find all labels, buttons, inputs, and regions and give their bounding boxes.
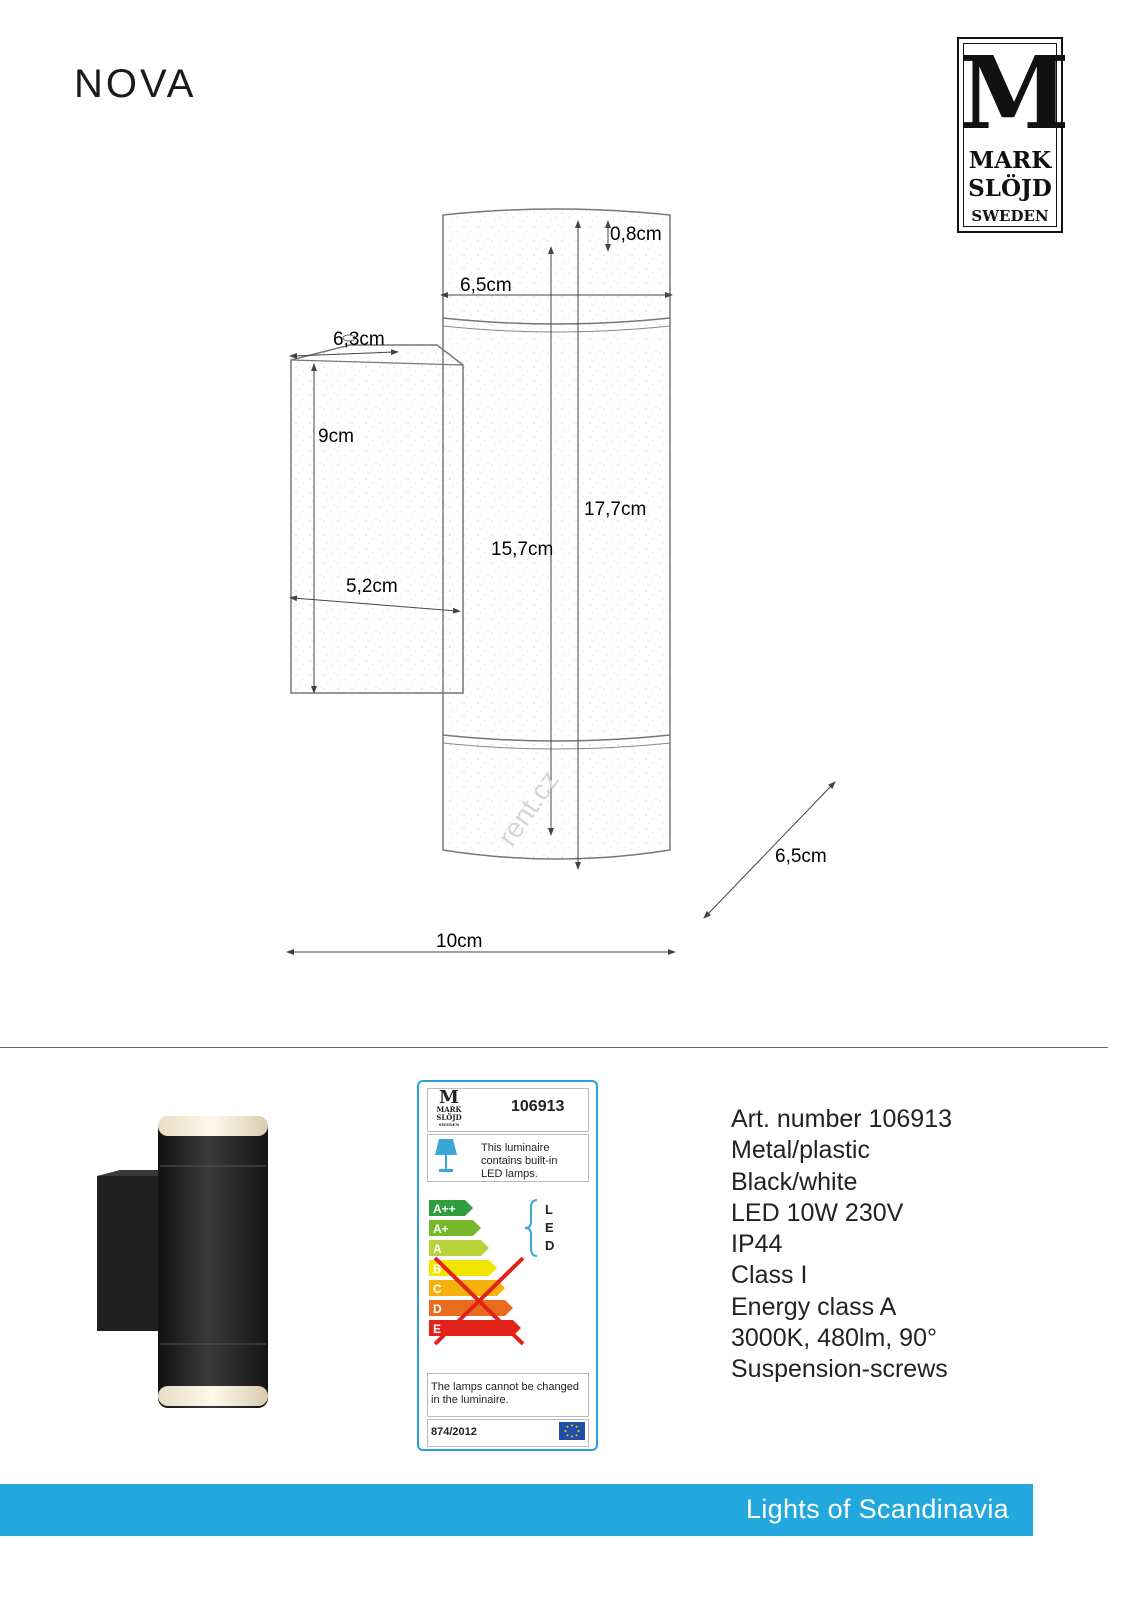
product-photo [90, 1110, 290, 1410]
dim-depth: 6,5cm [775, 846, 827, 867]
dim-bracket-height: 9cm [318, 426, 354, 447]
section-divider [0, 1047, 1108, 1048]
spec-light: 3000K, 480lm, 90° [731, 1324, 937, 1353]
eu-flag-icon [559, 1422, 585, 1440]
spec-energy-class: Energy class A [731, 1292, 897, 1321]
logo-word-mark: MARK [968, 147, 1052, 174]
energy-label-note: The lamps cannot be changed in the luminaire. [431, 1381, 579, 1406]
cylinder-outline [443, 209, 670, 859]
energy-class-a [429, 1240, 489, 1256]
watermark: rent.cz [491, 764, 566, 852]
dim-diameter: 6,5cm [460, 275, 512, 296]
photo-glow-top [158, 1116, 268, 1136]
energy-class-a-plus [429, 1220, 481, 1236]
logo-word-sweden: SWEDEN [971, 207, 1049, 225]
energy-scale [425, 1192, 595, 1362]
spec-list [731, 1104, 952, 1386]
spec-mounting: Suspension-screws [731, 1355, 948, 1384]
svg-text:D: D [433, 1302, 442, 1316]
led-letter-d: D [545, 1238, 555, 1253]
svg-text:C: C [433, 1282, 442, 1296]
spec-class: Class I [731, 1261, 808, 1290]
led-letter-e: E [545, 1220, 554, 1235]
photo-glow-bottom [158, 1386, 268, 1406]
spec-color: Black/white [731, 1167, 858, 1196]
lamp-icon [431, 1136, 461, 1176]
spec-power: LED 10W 230V [731, 1198, 904, 1227]
svg-text:A+: A+ [433, 1222, 449, 1236]
energy-label-art-number: 106913 [511, 1098, 565, 1115]
energy-label-info-text: This luminaire contains built-in LED lamps. [481, 1142, 558, 1180]
svg-text:A: A [433, 1242, 442, 1256]
svg-text:E: E [433, 1322, 442, 1336]
svg-text:A++: A++ [433, 1202, 456, 1216]
led-letter-l: L [545, 1202, 553, 1217]
dim-bracket-depth: 6,3cm [333, 329, 385, 350]
energy-label-logo: M MARK SLÖJD SWEDEN [436, 1087, 462, 1127]
dim-body-height: 15,7cm [491, 539, 554, 560]
dim-total-height: 17,7cm [584, 499, 647, 520]
spec-ip-rating: IP44 [731, 1230, 783, 1259]
bracket-outline [291, 335, 463, 693]
energy-label-regulation: 874/2012 [431, 1426, 477, 1438]
footer-tagline: Lights of Scandinavia [746, 1494, 1009, 1524]
spec-material: Metal/plastic [731, 1136, 870, 1165]
led-brace [525, 1200, 537, 1256]
dim-ring-height: 0,8cm [610, 224, 662, 245]
photo-cylinder [158, 1118, 268, 1408]
energy-class-a-plus-plus [429, 1200, 473, 1216]
svg-text:B: B [433, 1262, 442, 1276]
dim-total-width: 10cm [436, 931, 483, 952]
dim-bracket-width: 5,2cm [346, 576, 398, 597]
logo-word-slojd: SLÖJD [968, 175, 1052, 202]
energy-label [417, 1080, 598, 1451]
product-title: NOVA [74, 62, 197, 106]
logo-letter: M [959, 34, 1070, 152]
footer-bar [0, 1484, 1033, 1536]
spec-art-number: Art. number 106913 [731, 1105, 952, 1133]
